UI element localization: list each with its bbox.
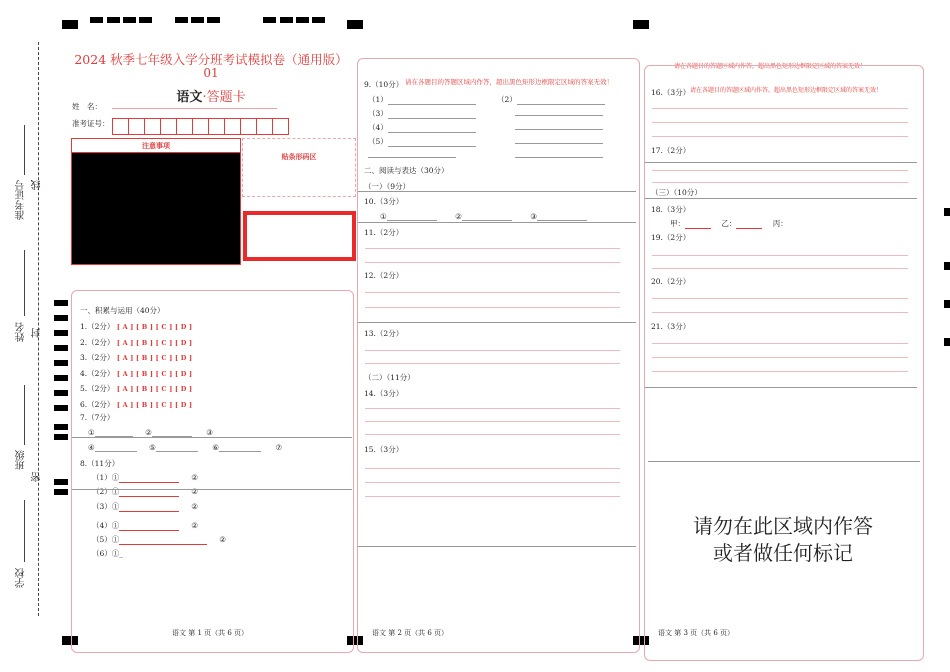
answer-panel-2 — [357, 58, 640, 653]
timing-mark — [54, 315, 68, 321]
q7-row2 — [88, 442, 282, 452]
name-label: 姓 名： — [72, 102, 102, 111]
q8-row-label: （6）①_ — [92, 549, 124, 558]
choice-score: （2分） — [87, 399, 115, 409]
q7-mark-3: ③ — [206, 428, 213, 437]
q19-label: 19.（2分） — [651, 233, 691, 242]
q7-mark-2: ② — [145, 428, 152, 437]
q12-divider — [358, 322, 636, 323]
sidebar-id-line — [24, 125, 25, 175]
q8-row — [92, 501, 198, 512]
q18-label-bing: 丙： — [772, 219, 788, 228]
q9-item — [368, 122, 476, 133]
choice-options[interactable]: [ A ] [ B ] [ C ] [ D ] — [116, 354, 193, 362]
q8-row — [92, 548, 123, 559]
q10-blank-1[interactable] — [387, 211, 437, 221]
choice-score: （2分） — [87, 337, 115, 347]
timing-mark — [296, 17, 309, 23]
q16-line[interactable] — [652, 122, 908, 123]
q10-mark-1: ① — [380, 212, 387, 221]
timing-mark — [312, 17, 325, 23]
q8-row — [92, 472, 198, 483]
q9-mark: （3） — [368, 109, 388, 118]
choice-item — [80, 321, 192, 332]
q21-line[interactable] — [652, 343, 908, 344]
timing-mark — [54, 330, 68, 336]
q12-line[interactable] — [365, 307, 620, 308]
q8-row-label: （2）① — [92, 487, 120, 496]
q8-row-label: （3）① — [92, 502, 120, 511]
part1-label: （一）（9分） — [364, 182, 411, 191]
q16-label: 16.（3分） — [651, 88, 691, 97]
q7-mark-5: ⑤ — [149, 443, 156, 452]
barcode-label: 贴条形码区 — [281, 152, 317, 161]
q17-divider — [645, 162, 917, 163]
choice-options[interactable]: [ A ] [ B ] [ C ] [ D ] — [116, 369, 193, 378]
timing-mark — [944, 262, 950, 270]
q12-line[interactable] — [365, 292, 620, 293]
timing-mark — [123, 17, 136, 23]
q11-label: 11.（2分） — [364, 228, 404, 237]
q8-row-label: （5）① — [92, 535, 120, 544]
timing-mark — [54, 360, 68, 366]
q7-blank-6[interactable] — [219, 442, 261, 452]
name-field[interactable] — [112, 108, 277, 109]
q9-extra-line[interactable] — [515, 143, 603, 144]
card-title — [72, 86, 350, 105]
q13-line[interactable] — [365, 363, 620, 364]
choice-options[interactable]: [ A ] [ B ] [ C ] [ D ] — [116, 323, 193, 331]
q21-line[interactable] — [652, 357, 908, 358]
q19-line[interactable] — [652, 268, 908, 269]
alignment-mark — [633, 20, 649, 29]
q9-mark: （2） — [497, 95, 517, 104]
part3-label: （三）（10分） — [651, 188, 702, 197]
q15-line[interactable] — [365, 496, 620, 497]
choice-options[interactable]: [ A ] [ B ] [ C ] [ D ] — [116, 338, 193, 347]
timing-mark — [944, 338, 950, 346]
q9-extra-line[interactable] — [515, 115, 603, 116]
q14-line[interactable] — [365, 421, 620, 422]
subject-label: 语文 — [176, 90, 203, 105]
q13-label: 13.（2分） — [364, 329, 404, 338]
q20-line[interactable] — [652, 312, 908, 313]
q8-row-label: （4）① — [92, 521, 120, 530]
q8-divider — [72, 489, 352, 490]
choice-item — [80, 337, 192, 348]
q16-line[interactable] — [652, 108, 908, 109]
no-write-line-2: 或者做任何标记 — [713, 541, 853, 565]
timing-mark — [280, 17, 293, 23]
choice-number: 6. — [80, 399, 88, 409]
q21-line[interactable] — [652, 371, 908, 372]
sidebar-id-label: 准考证号 — [16, 180, 27, 220]
part3-divider — [645, 198, 917, 199]
q8-row-second: ② — [191, 521, 199, 530]
sidebar-school-line — [24, 500, 25, 562]
q9-mark: （1） — [368, 95, 388, 104]
choice-item — [80, 383, 192, 394]
choice-score: （2分） — [87, 384, 115, 393]
q14-line[interactable] — [365, 408, 620, 409]
q18-blank-jia[interactable] — [685, 219, 711, 229]
q9-extra-line[interactable] — [368, 157, 456, 158]
q8-row — [92, 486, 198, 497]
q9-blank[interactable] — [388, 95, 476, 105]
q8-row — [92, 534, 226, 545]
choice-number: 2. — [80, 337, 88, 347]
column3-warning: 请在各题目的答题区域内作答，超出黑色矩形边框限定区域的答案无效！ — [674, 63, 867, 70]
q11-line[interactable] — [365, 262, 620, 263]
q14-line[interactable] — [365, 434, 620, 435]
choice-number: 4. — [80, 368, 88, 378]
part1-divider — [358, 191, 636, 192]
q7-label: 7.（7分） — [80, 413, 115, 422]
sidebar-secret-label: 密 — [32, 472, 43, 482]
q21-label: 21.（3分） — [651, 322, 691, 331]
page3-footer: 语文 第 3 页（共 6 页） — [658, 629, 735, 637]
timing-mark — [175, 17, 188, 23]
timing-mark — [54, 300, 68, 306]
timing-mark — [54, 375, 68, 381]
exam-title: 2024 秋季七年级入学分班考试模拟卷（通用版） — [74, 52, 348, 67]
sidebar-name-label: 姓名 — [16, 322, 27, 342]
q8-row-second: ② — [191, 487, 199, 496]
q15-label: 15.（3分） — [364, 445, 404, 454]
q9-item — [368, 108, 476, 119]
sidebar-seal-label: 封 — [32, 328, 43, 338]
q19-line[interactable] — [652, 255, 908, 256]
q8-row-label: （1）① — [92, 473, 120, 482]
timing-mark — [944, 208, 950, 216]
q20-label: 20.（2分） — [651, 277, 691, 286]
missing-exam-box[interactable] — [243, 211, 356, 261]
q11-line[interactable] — [365, 248, 620, 249]
q8-blank[interactable] — [119, 502, 179, 512]
choice-item — [80, 399, 192, 410]
sidebar-class-label: 班级 — [16, 450, 27, 470]
q15-line[interactable] — [365, 482, 620, 483]
exam-id-boxes[interactable] — [112, 118, 288, 135]
q18-label: 18.（3分） — [651, 205, 691, 214]
sidebar-name-line — [24, 250, 25, 316]
q8-blank[interactable] — [119, 521, 179, 531]
exam-title-number: 01 — [203, 66, 219, 80]
choice-options[interactable]: [ A ] [ B ] [ C ] [ D ] — [116, 400, 193, 409]
timing-mark — [54, 489, 68, 495]
q7-row1 — [88, 427, 213, 437]
panel2-warning: 请在各题目的答题区域内作答，超出黑色矩形边框限定区域的答案无效！ — [405, 78, 613, 86]
section2-title: 二、阅读与表达（30分） — [364, 166, 449, 175]
part2-label: （二）（11分） — [364, 373, 415, 382]
answer-card-label: ·答题卡 — [202, 90, 246, 105]
q13-line[interactable] — [365, 350, 620, 351]
no-write-line-1: 请勿在此区域内作答 — [693, 514, 873, 538]
q9-mark: （4） — [368, 123, 388, 132]
no-write-zone-notice — [644, 513, 922, 567]
timing-mark — [90, 17, 103, 23]
q12-label: 12.（2分） — [364, 271, 404, 280]
no-write-zone-top — [648, 461, 920, 462]
timing-mark — [107, 17, 120, 23]
timing-mark — [54, 390, 68, 396]
q9-item — [368, 136, 476, 147]
q16-line[interactable] — [652, 136, 908, 137]
notice-content-redacted — [72, 153, 240, 264]
q8-blank[interactable] — [119, 473, 179, 483]
timing-mark — [54, 424, 68, 430]
q10-label: 10.（3分） — [364, 197, 404, 206]
q7-blank-5[interactable] — [156, 442, 198, 452]
section1-title: 一、积累与运用（40分） — [80, 306, 165, 315]
q7-mark-4: ④ — [88, 443, 95, 452]
col2-end-divider — [358, 546, 636, 547]
sidebar-line-label: 线 — [32, 180, 43, 190]
q7-blank-4[interactable] — [95, 442, 137, 452]
q9-label: 9.（10分） — [364, 80, 404, 89]
q15-line[interactable] — [365, 468, 620, 469]
notice-box — [71, 138, 241, 265]
q8-row — [92, 520, 198, 531]
q8-row-second: ② — [219, 535, 227, 544]
timing-mark — [54, 434, 68, 440]
timing-mark — [54, 405, 68, 411]
q9-blank[interactable] — [388, 109, 476, 119]
choice-item — [80, 368, 192, 379]
choice-number: 3. — [80, 353, 88, 362]
q7-blank-2[interactable] — [152, 427, 192, 437]
q18-blank-yi[interactable] — [736, 219, 762, 229]
timing-mark — [207, 17, 220, 23]
page1-footer: 语文 第 1 页（共 6 页） — [172, 629, 249, 637]
q10-divider — [358, 222, 636, 223]
q18-row — [670, 218, 788, 229]
q8-blank[interactable] — [119, 535, 207, 545]
q9-blank[interactable] — [388, 123, 476, 133]
timing-mark — [54, 345, 68, 351]
q10-blank-2[interactable] — [462, 211, 512, 221]
alignment-mark — [62, 20, 78, 29]
choice-item — [80, 352, 192, 363]
q10-mark-3: ③ — [530, 212, 537, 221]
q18-label-yi: 乙： — [721, 219, 737, 228]
q7-mark-6: ⑥ — [212, 443, 219, 452]
q17-line[interactable] — [652, 182, 908, 183]
notice-title: 注意事项 — [72, 139, 240, 153]
q14-label: 14.（3分） — [364, 389, 404, 398]
q7-divider — [72, 437, 352, 438]
q10-row — [380, 211, 587, 221]
choice-score: （2分） — [87, 368, 115, 378]
timing-mark — [944, 300, 950, 308]
q9-extra-line[interactable] — [515, 157, 603, 158]
q9-mark: （5） — [368, 137, 388, 146]
alignment-mark — [347, 20, 363, 29]
q9-item — [368, 94, 476, 105]
q10-mark-2: ② — [455, 212, 462, 221]
q17-line[interactable] — [652, 170, 908, 171]
q10-blank-3[interactable] — [537, 211, 587, 221]
q7-blank-1[interactable] — [95, 427, 133, 437]
q18-label-jia: 甲： — [670, 219, 685, 228]
q9-item — [497, 94, 605, 105]
timing-mark — [263, 17, 276, 23]
q7-mark-7: ⑦ — [275, 443, 283, 452]
exam-id-label: 准考证号： — [72, 119, 110, 128]
q8-row-second: ② — [191, 473, 199, 482]
q17-label: 17.（2分） — [651, 146, 691, 155]
q9-blank[interactable] — [388, 137, 476, 147]
choice-score: （2分） — [87, 322, 115, 331]
q20-line[interactable] — [652, 298, 908, 299]
choice-score: （2分） — [87, 353, 115, 362]
choice-number: 1. — [80, 322, 88, 331]
sidebar-class-line — [24, 385, 25, 445]
q9-blank[interactable] — [517, 95, 605, 105]
q8-row-second: ② — [191, 502, 199, 511]
q21-divider — [645, 387, 917, 388]
choice-options[interactable]: [ A ] [ B ] [ C ] [ D ] — [116, 385, 193, 393]
timing-mark — [54, 479, 68, 485]
timing-mark — [139, 17, 152, 23]
timing-mark — [191, 17, 204, 23]
q8-label: 8.（11分） — [80, 459, 120, 468]
sidebar-school-label: 学校 — [16, 568, 27, 588]
choice-number: 5. — [80, 384, 88, 393]
panel3-warning: 请在各题目的答题区域内作答，超出黑色矩形边框限定区域的答案无效！ — [690, 87, 883, 94]
page2-footer: 语文 第 2 页（共 6 页） — [372, 629, 449, 637]
q7-mark-1: ① — [88, 428, 95, 437]
barcode-area — [242, 138, 356, 197]
q9-extra-line[interactable] — [515, 129, 603, 130]
